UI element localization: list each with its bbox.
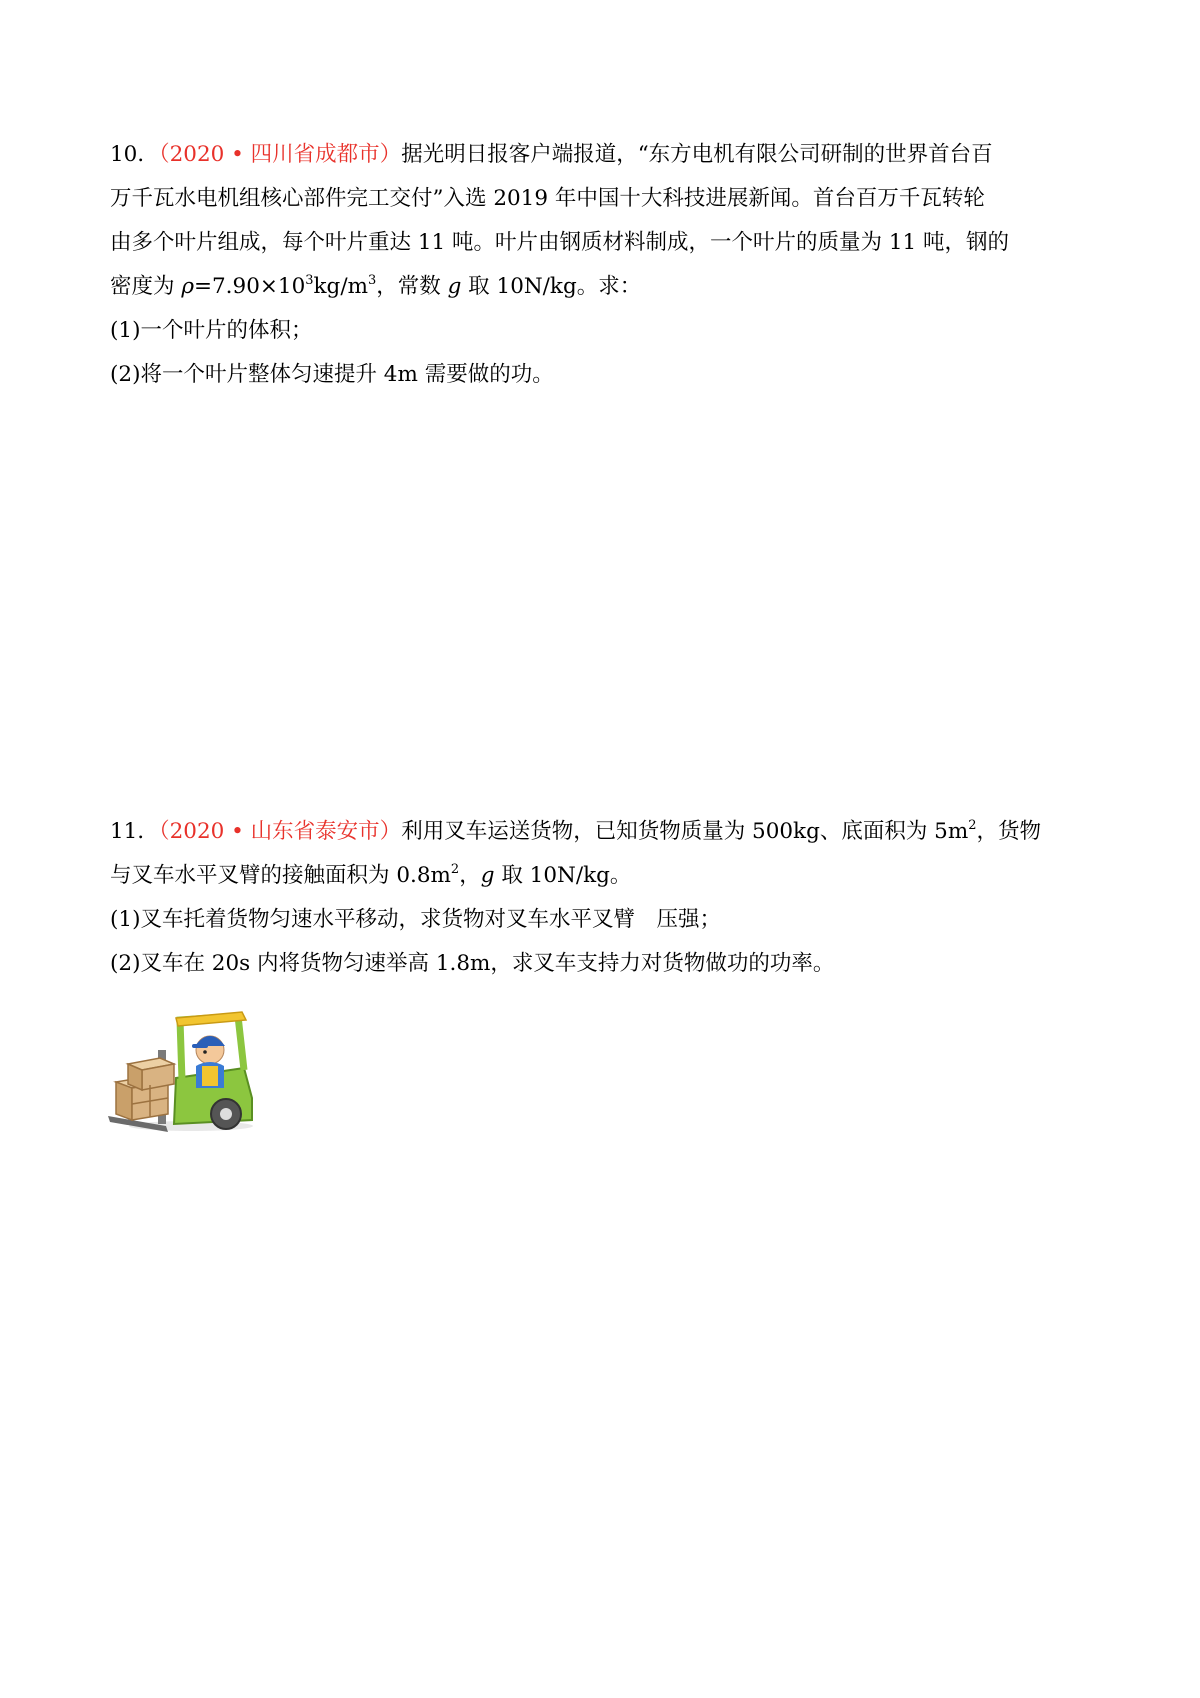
question-10-line-4: 密度为 $\rho=7.90\times 10^3kg/m^3$，常数 g 取 10N/kg。求： [110,273,642,299]
question-10-number: 10． [110,142,159,167]
question-10-line-3: 由多个叶片组成，每个叶片重达 11 吨。叶片由钢质材料制成，一个叶片的质量为 11 吨，钢的 [110,230,1010,255]
question-11-line-2: 与叉车水平叉臂的接触面积为 $0.8m^2$，g 取 10N/kg。 [110,862,632,888]
question-11-source: （2020 • 山东省泰安市） [158,819,402,844]
question-11-part-2: (2)叉车在 20s 内将货物匀速举高 1.8m，求叉车支持力对货物做功的功率。 [110,951,835,976]
question-10-source: （2020 • 四川省成都市） [158,142,402,167]
question-10-part-2: (2)将一个叶片整体匀速提升 4m 需要做的功。 [110,362,554,387]
forklift-icon [106,1008,258,1134]
question-11-line-1: 11．（2020 • 山东省泰安市）利用叉车运送货物，已知货物质量为 500kg、底面积为 $5m^2$，货物 [110,818,1042,844]
question-11-number: 11． [110,819,159,844]
question-10-line-1: 10．（2020 • 四川省成都市）据光明日报客户端报道，“东方电机有限公司研制的世界首台百 [110,142,993,167]
question-11-part-1: (1)叉车托着货物匀速水平移动，求货物对叉车水平叉臂 压强； [110,907,721,932]
question-10-line-2: 万千瓦水电机组核心部件完工交付”入选 2019 年中国十大科技进展新闻。首台百万千瓦转轮 [110,186,985,211]
question-10-part-1: (1)一个叶片的体积； [110,318,313,343]
